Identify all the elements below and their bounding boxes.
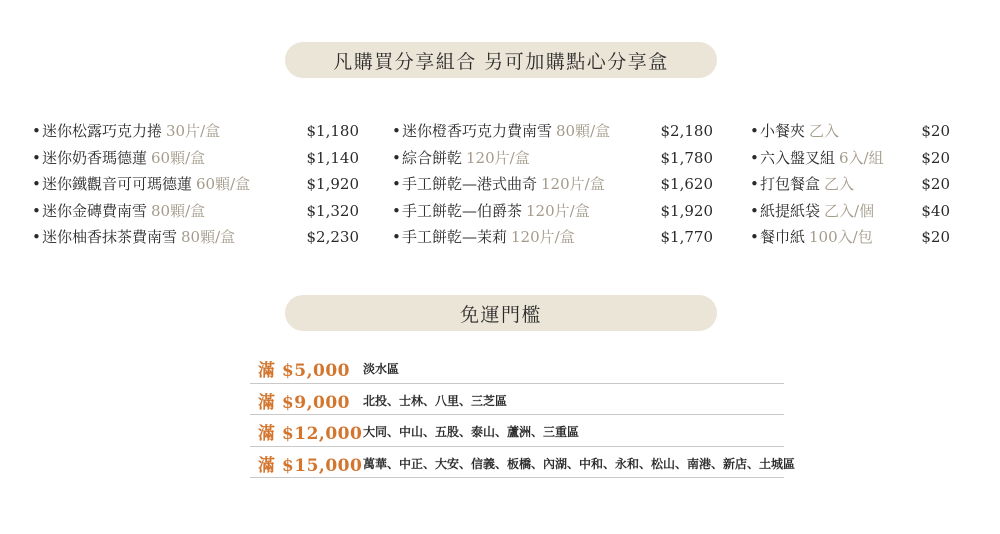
bullet: • (32, 148, 41, 167)
shipping-threshold-table (250, 352, 796, 478)
shipping-row (250, 384, 784, 416)
bullet: • (392, 228, 401, 246)
shipping-amount: 滿 $15,000 (258, 455, 363, 476)
shipping-amount: 滿 $12,000 (258, 424, 363, 444)
menu-column-1 (32, 118, 359, 251)
item-price: $20 (921, 228, 950, 246)
menu-item (32, 118, 359, 145)
item-unit: 乙入 (809, 122, 840, 140)
item-price: $20 (921, 122, 950, 140)
item-price: $1,770 (660, 228, 713, 246)
bullet: • (32, 228, 41, 246)
item-name: 餐巾紙 (760, 228, 806, 246)
menu-item (750, 171, 950, 198)
menu-item (392, 145, 713, 172)
item-unit: 乙入/個 (824, 201, 875, 220)
item-name: 小餐夾 (760, 122, 806, 140)
item-unit: 120片/盒 (466, 148, 530, 167)
item-price: $2,230 (306, 228, 359, 246)
item-name: 手工餅乾—伯爵茶 (402, 201, 523, 220)
bullet: • (392, 148, 401, 167)
item-unit: 80顆/盒 (181, 228, 236, 246)
item-price: $2,180 (660, 122, 713, 140)
menu-item (392, 171, 713, 198)
item-name: 綜合餅乾 (402, 148, 463, 167)
bullet: • (32, 175, 41, 193)
item-price: $20 (921, 148, 950, 167)
menu-column-2 (392, 118, 713, 251)
menu-item (32, 145, 359, 172)
menu-column-3 (750, 118, 950, 251)
menu-item (32, 171, 359, 198)
item-unit: 120片/盒 (541, 175, 605, 193)
promo-title-banner (285, 42, 717, 78)
menu-item (750, 198, 950, 225)
bullet: • (392, 201, 401, 220)
item-unit: 60顆/盒 (151, 148, 206, 167)
item-unit: 80顆/盒 (151, 201, 206, 220)
bullet: • (750, 228, 759, 246)
item-unit: 60顆/盒 (196, 175, 251, 193)
bullet: • (750, 122, 759, 140)
bullet: • (750, 175, 759, 193)
item-name: 迷你橙香巧克力費南雪 (402, 122, 553, 140)
item-unit: 120片/盒 (526, 201, 590, 220)
item-unit: 100入/包 (809, 228, 873, 246)
menu-item (392, 198, 713, 225)
item-price: $20 (921, 175, 950, 193)
item-price: $1,920 (660, 201, 713, 220)
promo-title: 凡購買分享組合 另可加購點心分享盒 (333, 50, 669, 73)
menu-item (32, 198, 359, 225)
shipping-row (250, 447, 796, 479)
item-name: 迷你金磚費南雪 (42, 201, 148, 220)
item-unit: 120片/盒 (511, 228, 575, 246)
menu-item (32, 224, 359, 251)
item-unit: 80顆/盒 (556, 122, 611, 140)
bullet: • (750, 148, 759, 167)
menu-item (392, 118, 713, 145)
shipping-row (250, 352, 784, 384)
item-price: $40 (921, 201, 950, 220)
bullet: • (32, 201, 41, 220)
bullet: • (32, 122, 41, 140)
item-price: $1,620 (660, 175, 713, 193)
bullet: • (392, 122, 401, 140)
shipping-amount: 滿 $9,000 (258, 392, 350, 413)
item-name: 迷你柚香抹茶費南雪 (42, 228, 178, 246)
shipping-title: 免運門檻 (459, 303, 542, 326)
item-price: $1,320 (306, 201, 359, 220)
bullet: • (750, 201, 759, 220)
menu-item (392, 224, 713, 251)
menu-item (750, 118, 950, 145)
shipping-row (250, 415, 784, 447)
item-price: $1,180 (306, 122, 359, 140)
item-name: 六入盤叉組 (760, 148, 836, 167)
item-unit: 6入/組 (839, 148, 884, 167)
item-name: 手工餅乾—茉莉 (402, 228, 508, 246)
menu-item (750, 224, 950, 251)
shipping-title-banner (285, 295, 717, 331)
item-name: 迷你奶香瑪德蓮 (42, 148, 148, 167)
item-name: 紙提紙袋 (760, 201, 821, 220)
item-name: 手工餅乾—港式曲奇 (402, 175, 538, 193)
shipping-areas: 大同、中山、五股、泰山、蘆洲、三重區 (363, 425, 580, 439)
item-name: 打包餐盒 (760, 175, 821, 193)
item-price: $1,780 (660, 148, 713, 167)
item-unit: 30片/盒 (166, 122, 221, 140)
shipping-areas: 萬華、中正、大安、信義、板橋、內湖、中和、永和、松山、南港、新店、土城區 (363, 456, 796, 471)
item-price: $1,140 (306, 148, 359, 167)
menu-item (750, 145, 950, 172)
shipping-areas: 淡水區 (363, 362, 400, 376)
bullet: • (392, 175, 401, 193)
item-name: 迷你鐵觀音可可瑪德蓮 (42, 175, 193, 193)
item-unit: 乙入 (824, 175, 855, 193)
item-price: $1,920 (306, 175, 359, 193)
shipping-amount: 滿 $5,000 (258, 361, 350, 381)
item-name: 迷你松露巧克力捲 (42, 122, 163, 140)
shipping-areas: 北投、士林、八里、三芝區 (363, 393, 508, 408)
